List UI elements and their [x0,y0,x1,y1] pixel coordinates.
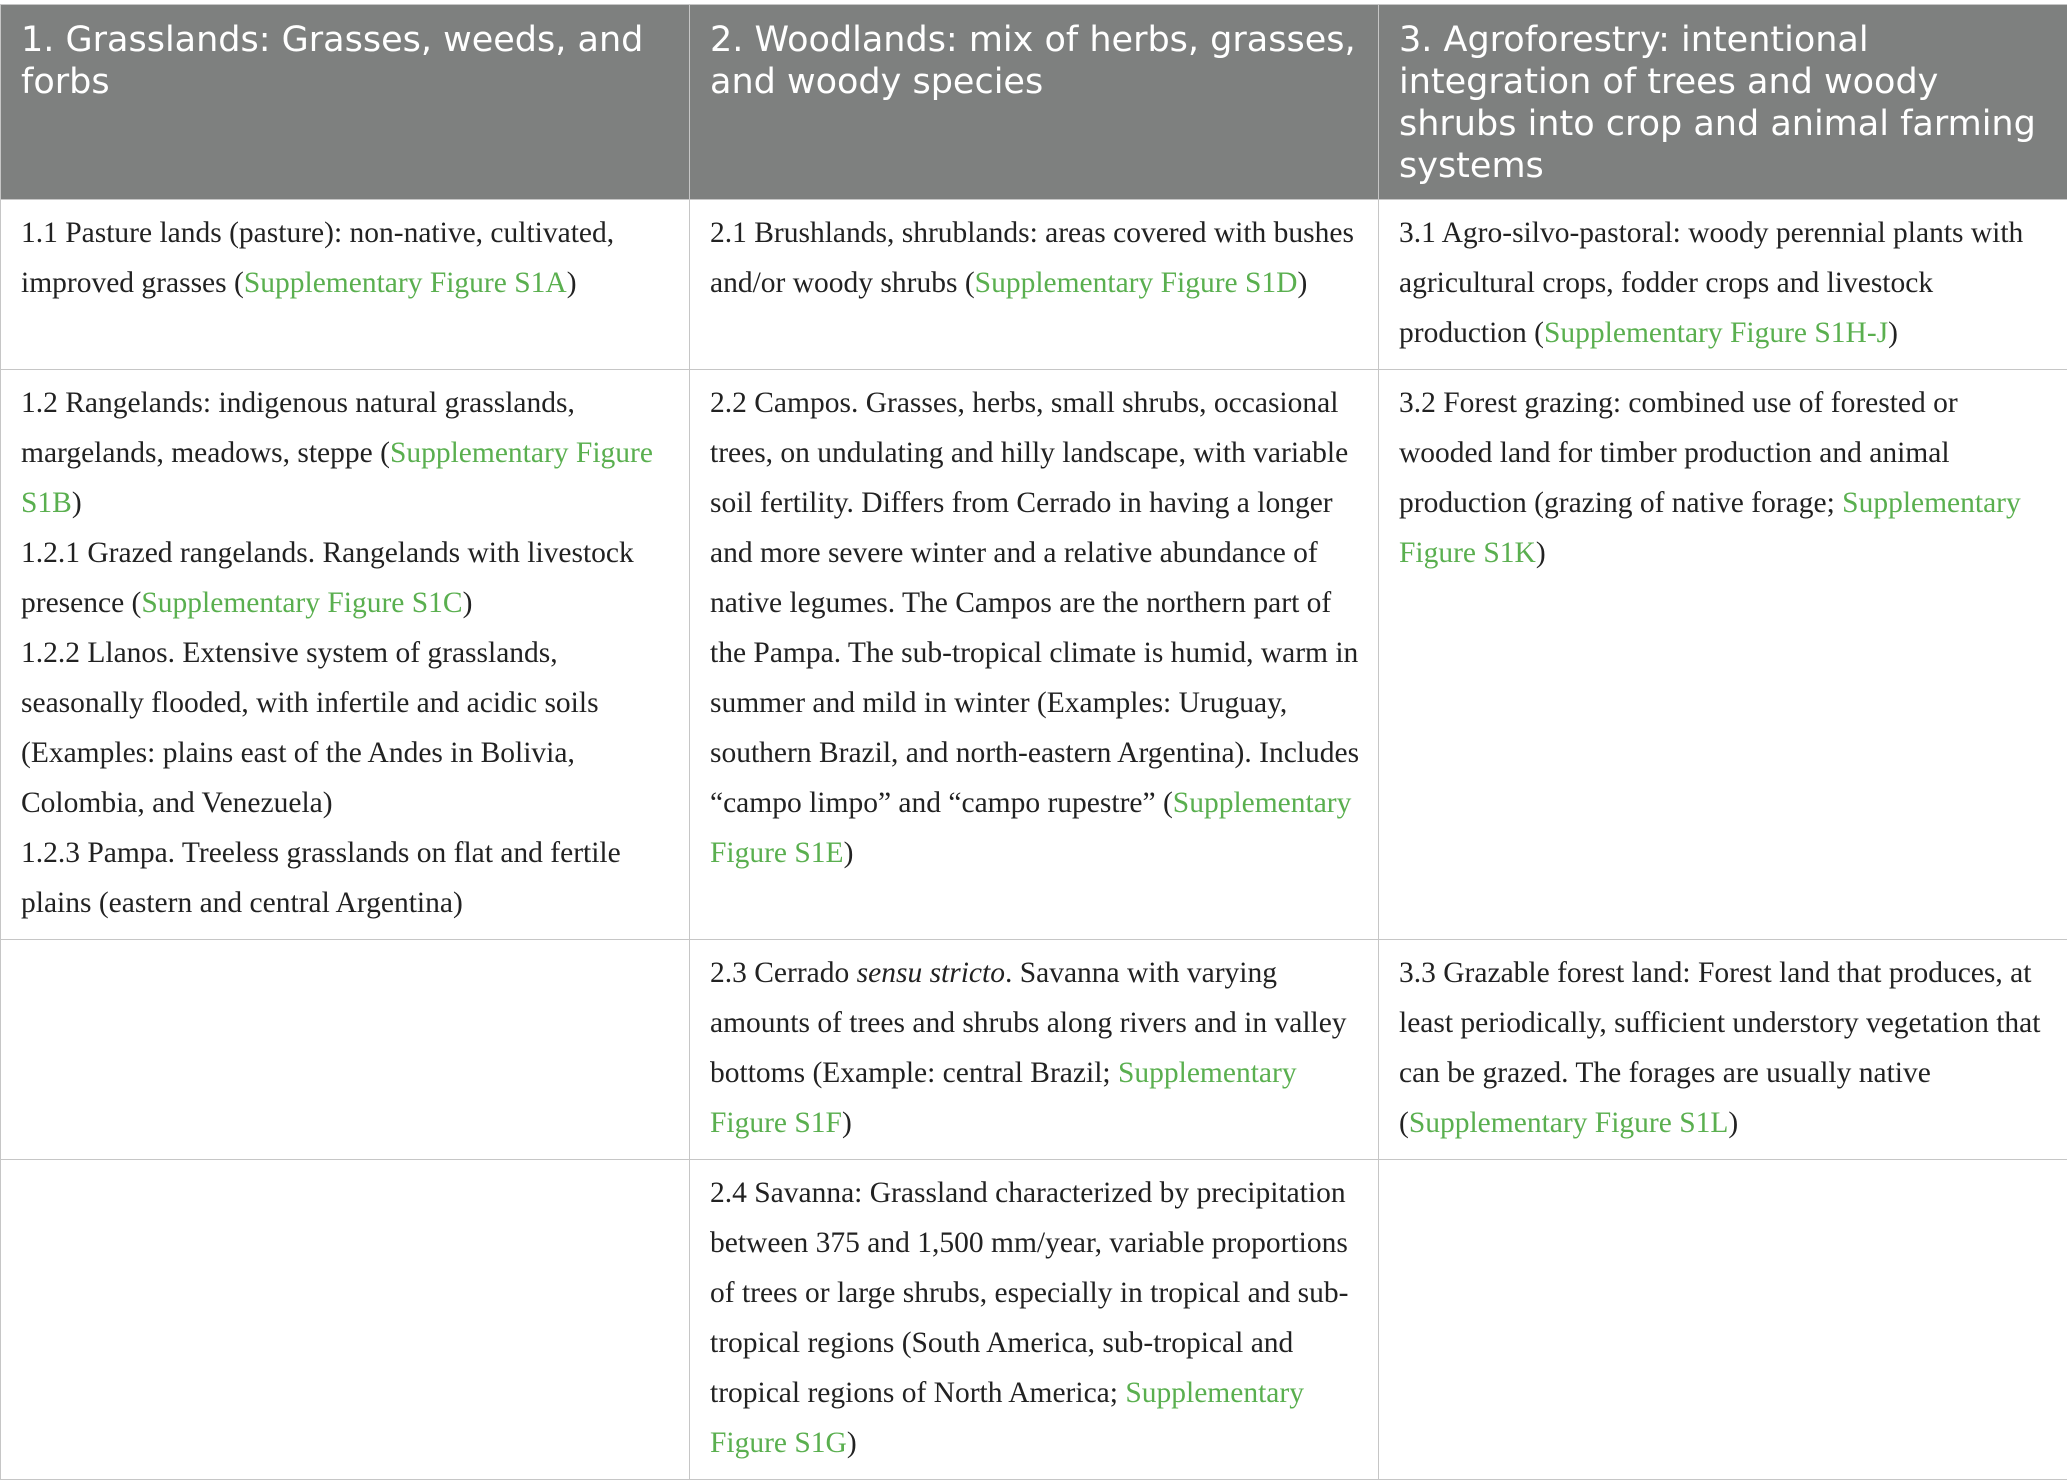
cell-text-tail: ) [463,587,473,619]
cell-3-3 [1379,940,2067,1160]
cell-text-tail: ) [1888,317,1898,349]
cell-text: 2.3 Cerrado [710,957,857,989]
figure-link[interactable]: Supplementary Figure S1B [21,437,653,519]
header-agroforestry: 3. Agroforestry: intentional integration of trees and woody shrubs into crop and animal farming systems [1379,5,2067,200]
cell-text: 2.4 Savanna: Grassland characterized by precipitation between 375 and 1,500 mm/year, variable proportions of trees or large shrubs, especially in tropical and sub-tropical regions (South America, sub-tropical and tropical regions of North America; [710,1177,1348,1409]
cell-text: 3.1 Agro-silvo-pastoral: woody perennial plants with agricultural crops, fodder crops and livestock production ( [1399,217,2023,349]
cell-1-4 [1,1160,690,1480]
cell-text: 1.2 Rangelands: indigenous natural grasslands, margelands, meadows, steppe ( [21,387,575,469]
paragraph: 1.2.3 Pampa. Treeless grasslands on flat and fertile plains (eastern and central Argentina) [21,828,677,928]
table-row [1,370,2067,940]
cell-2-4 [690,1160,1379,1480]
table-row [1,1160,2067,1480]
figure-link[interactable]: Supplementary Figure S1E [710,787,1351,869]
cell-text: 2.1 Brushlands, shrublands: areas covered with bushes and/or woody shrubs ( [710,217,1354,299]
cell-text-tail: ) [567,267,577,299]
cell-text-tail: ) [72,487,82,519]
figure-link[interactable]: Supplementary Figure S1C [141,587,462,619]
italic-term: sensu stricto [857,957,1005,989]
header-grasslands: 1. Grasslands: Grasses, weeds, and forbs [1,5,690,200]
figure-link[interactable]: Supplementary Figure S1G [710,1377,1304,1459]
cell-text: 3.3 Grazable forest land: Forest land that produces, at least periodically, sufficient understory vegetation that can be grazed. The forages are usually native ( [1399,957,2040,1139]
table-row [1,200,2067,370]
paragraph [21,378,677,528]
header-woodlands: 2. Woodlands: mix of herbs, grasses, and woody species [690,5,1379,200]
cell-1-1 [1,200,690,370]
cell-text-tail: ) [1536,537,1546,569]
cell-3-2 [1379,370,2067,940]
cell-1-3 [1,940,690,1160]
cell-1-2 [1,370,690,940]
cell-text-tail: ) [844,837,854,869]
cell-text: 3.2 Forest grazing: combined use of forested or wooded land for timber production and animal production (grazing of native forage; [1399,387,1958,519]
cell-text: 1.1 Pasture lands (pasture): non-native, cultivated, improved grasses ( [21,217,614,299]
cell-3-1 [1379,200,2067,370]
cell-2-3 [690,940,1379,1160]
figure-link[interactable]: Supplementary Figure S1F [710,1057,1297,1139]
cell-text-tail: ) [1298,267,1308,299]
cell-text: . Savanna with varying amounts of trees and shrubs along rivers and in valley bottoms (Example: central Brazil; [710,957,1347,1089]
cell-3-4 [1379,1160,2067,1480]
classification-table [0,4,2067,1480]
table-row [1,940,2067,1160]
figure-link[interactable]: Supplementary Figure S1L [1409,1107,1729,1139]
cell-2-2 [690,370,1379,940]
figure-link[interactable]: Supplementary Figure S1H-J [1544,317,1888,349]
figure-link[interactable]: Supplementary Figure S1D [975,267,1298,299]
cell-text-tail: ) [842,1107,852,1139]
paragraph [21,528,677,628]
cell-text: 2.2 Campos. Grasses, herbs, small shrubs, occasional trees, on undulating and hilly landscape, with variable soil fertility. Differs from Cerrado in having a longer and more severe winter and a relative abundance of native legumes. The Campos are the northern part of the Pampa. The sub-tropical climate is humid, warm in summer and mild in winter (Examples: Uruguay, southern Brazil, and north-eastern Argentina). Includes “campo limpo” and “campo rupestre” ( [710,387,1359,819]
figure-link[interactable]: Supplementary Figure S1A [244,267,567,299]
cell-text: 1.2.1 Grazed rangelands. Rangelands with livestock presence ( [21,537,634,619]
cell-text-tail: ) [1728,1107,1738,1139]
cell-text-tail: ) [847,1427,857,1459]
header-row [1,5,2067,200]
paragraph: 1.2.2 Llanos. Extensive system of grasslands, seasonally flooded, with infertile and acidic soils (Examples: plains east of the Andes in Bolivia, Colombia, and Venezuela) [21,628,677,828]
figure-link[interactable]: Supplementary Figure S1K [1399,487,2021,569]
cell-2-1 [690,200,1379,370]
